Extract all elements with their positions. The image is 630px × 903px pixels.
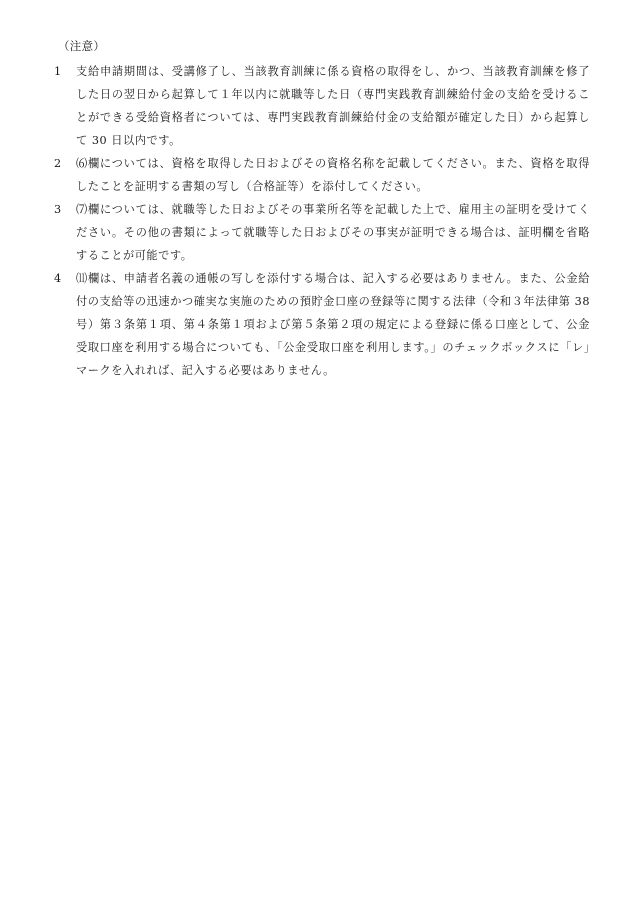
note-number: 3 bbox=[54, 203, 62, 216]
note-text: ⑺欄については、就職等した日およびその事業所名等を記載した上で、雇用主の証明を受けてください。その他の書類によって就職等した日およびその事実が証明できる場合は、証明欄を省略することが可能です。 bbox=[76, 203, 590, 262]
note-number: 1 bbox=[54, 65, 62, 78]
notes-heading: （注意） bbox=[58, 39, 106, 53]
notes-list bbox=[54, 60, 590, 382]
note-item-4 bbox=[54, 267, 590, 382]
note-item-3 bbox=[54, 198, 590, 267]
note-number: 4 bbox=[54, 272, 62, 285]
note-item-1 bbox=[54, 60, 590, 152]
note-text: 支給申請期間は、受講修了し、当該教育訓練に係る資格の取得をし、かつ、当該教育訓練を修了した日の翌日から起算して１年以内に就職等した日（専門実践教育訓練給付金の支給を受けることができる受給資格者については、専門実践教育訓練給付金の支給額が確定した日）から起算して 30 日以内です。 bbox=[76, 65, 590, 147]
note-text: ⑹欄については、資格を取得した日およびその資格名称を記載してください。また、資格を取得したことを証明する書類の写し（合格証等）を添付してください。 bbox=[76, 157, 590, 193]
note-item-2 bbox=[54, 152, 590, 198]
note-number: 2 bbox=[54, 157, 62, 170]
note-text: ⑾欄は、申請者名義の通帳の写しを添付する場合は、記入する必要はありません。また、公金給付の支給等の迅速かつ確実な実施のための預貯金口座の登録等に関する法律（令和３年法律第 38 号）第３条第１項、第４条第１項および第５条第２項の規定による登録に係る口座として、公金受取口座を利用する場合についても、「公金受取口座を利用します。」のチェックボックスに「レ」マークを入れれば、記入する必要はありません。 bbox=[76, 272, 590, 377]
